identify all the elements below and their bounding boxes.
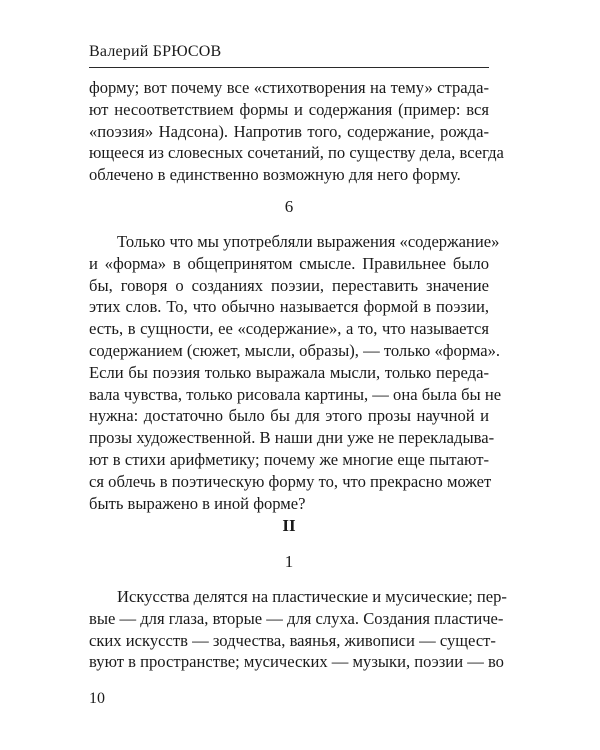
paragraph-line: вые — для глаза, вторые — для слуха. Создания пластиче- [89,608,504,628]
paragraph-line: прозы художественной. В наши дни уже не перекладыва- [89,428,495,448]
running-head: Валерий БРЮСОВ [89,43,222,60]
section-number: 1 [284,552,294,571]
paragraph-line: Если бы поэзия только выражала мысли, только переда- [89,362,489,382]
paragraph-line: Только что мы употребляли выражения «содержание» [117,232,500,251]
paragraph-line: Искусства делятся на пластические и мусические; пер- [117,587,507,606]
section-number: 6 [284,197,294,216]
paragraph-line: этих слов. То, что обычно называется формой в поэзии, [89,297,489,317]
paragraph-line: ся облечь в поэтическую форму то, что прекрасно может [89,471,492,491]
paragraph-line: ют в стихи арифметику; почему же многие еще пытают- [89,449,489,469]
paragraph-line: ских искусств — зодчества, ваянья, живописи — сущест- [89,630,496,650]
paragraph-line: вуют в пространстве; мусических — музыки, поэзии — во [89,652,504,672]
paragraph-line: и «форма» в общепринятом смысле. Правильнее было [89,253,489,273]
paragraph-line: вала чувства, только рисовала картины, — она была бы не [89,384,502,404]
paragraph-line: нужна: достаточно было бы для этого прозы научной и [89,406,489,426]
paragraph-line: содержанием (сюжет, мысли, образы), — только «форма». [89,340,501,360]
paragraph-1 [89,77,504,186]
paragraph-2 [89,231,502,514]
paragraph-line: «поэзия» Надсона). Напротив того, содержание, рожда- [89,121,489,141]
part-number: II [282,516,296,535]
paragraph-line: быть выражено в иной форме? [89,493,306,513]
paragraph-line: бы, говоря о созданиях поэзии, переставить значение [89,275,489,295]
page-number: 10 [89,690,105,707]
paragraph-line: ющееся из словесных сочетаний, по существу дела, всегда [89,143,504,163]
paragraph-line: облечено в единственно возможную для него форму. [89,165,461,185]
paragraph-3 [89,586,507,673]
header-rule [89,67,489,68]
paragraph-line: есть, в сущности, ее «содержание», а то, что называется [89,319,489,339]
paragraph-line: форму; вот почему все «стихотворения на тему» страда- [89,78,489,97]
paragraph-line: ют несоответствием формы и содержания (пример: вся [89,99,489,119]
